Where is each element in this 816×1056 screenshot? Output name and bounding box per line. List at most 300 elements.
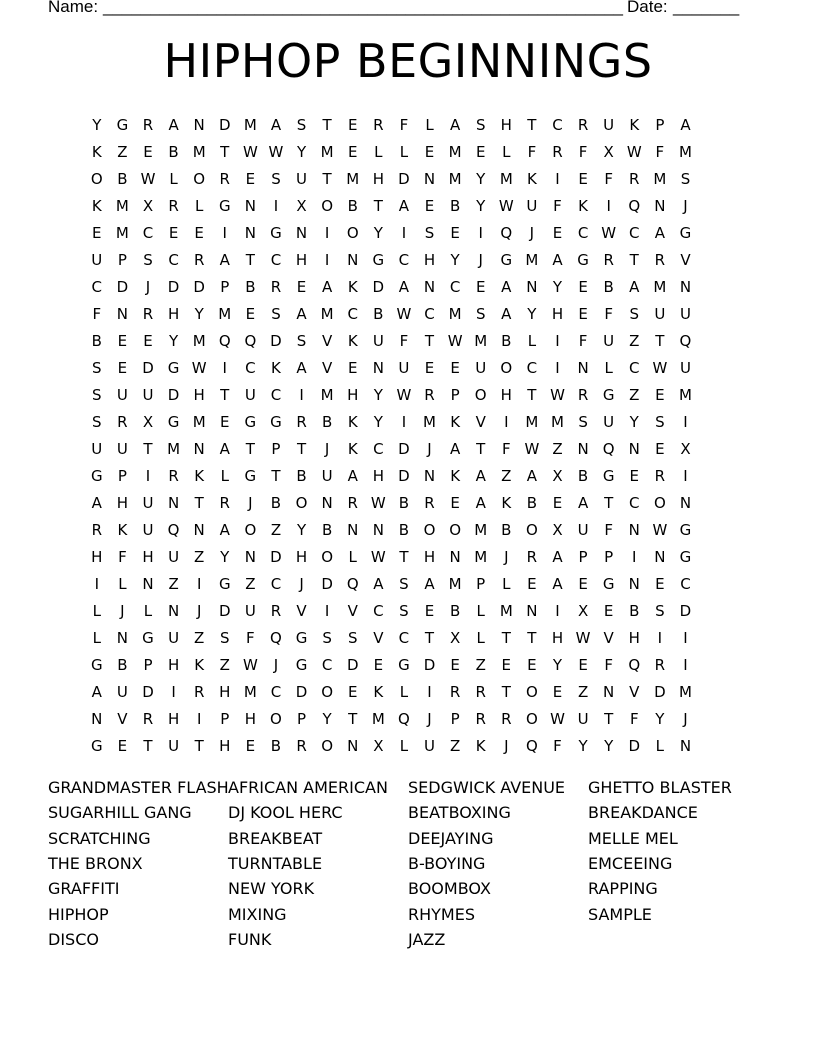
grid-letter[interactable]: V [322, 332, 333, 350]
grid-letter[interactable]: W [498, 197, 514, 215]
grid-letter[interactable]: J [299, 575, 304, 593]
grid-letter[interactable]: R [347, 494, 358, 512]
grid-letter[interactable]: Y [373, 224, 383, 242]
grid-letter[interactable]: V [347, 602, 358, 620]
grid-letter[interactable]: U [244, 602, 256, 620]
grid-letter[interactable]: L [220, 467, 229, 485]
grid-letter[interactable]: H [500, 116, 512, 134]
grid-letter[interactable]: U [526, 197, 538, 215]
grid-letter[interactable]: N [167, 602, 180, 620]
grid-letter[interactable]: B [245, 278, 256, 296]
grid-letter[interactable]: Q [628, 656, 641, 674]
grid-letter[interactable]: G [372, 251, 385, 269]
grid-letter[interactable]: H [347, 386, 359, 404]
grid-letter[interactable]: A [91, 494, 102, 512]
grid-letter[interactable]: T [527, 629, 537, 647]
grid-letter[interactable]: C [168, 251, 179, 269]
grid-letter[interactable]: R [475, 710, 486, 728]
grid-letter[interactable]: A [219, 251, 230, 269]
grid-letter[interactable]: Y [296, 143, 307, 161]
grid-letter[interactable]: C [321, 656, 333, 674]
grid-letter[interactable]: L [502, 575, 511, 593]
grid-letter[interactable]: X [680, 440, 691, 458]
grid-letter[interactable]: D [398, 170, 410, 188]
grid-letter[interactable]: L [374, 143, 383, 161]
grid-letter[interactable]: E [424, 143, 435, 161]
grid-letter[interactable]: G [602, 386, 615, 404]
grid-letter[interactable]: A [449, 440, 461, 458]
grid-letter[interactable]: E [117, 737, 128, 755]
grid-letter[interactable]: S [424, 224, 435, 242]
grid-letter[interactable]: Q [602, 440, 615, 458]
grid-letter[interactable]: G [90, 467, 103, 485]
grid-letter[interactable]: T [245, 251, 255, 269]
grid-letter[interactable]: U [603, 116, 615, 134]
grid-letter[interactable]: L [655, 737, 665, 755]
grid-letter[interactable]: U [116, 683, 128, 701]
grid-letter[interactable]: L [476, 629, 485, 647]
grid-letter[interactable]: K [373, 683, 384, 701]
grid-letter[interactable]: T [629, 251, 639, 269]
grid-letter[interactable]: E [450, 359, 460, 377]
grid-letter[interactable]: E [143, 332, 153, 350]
grid-letter[interactable]: N [423, 467, 436, 485]
grid-letter[interactable]: N [91, 710, 103, 728]
grid-letter[interactable]: S [578, 413, 588, 431]
grid-letter[interactable]: N [628, 521, 640, 539]
grid-letter[interactable]: K [347, 278, 358, 296]
grid-letter[interactable]: A [654, 224, 665, 242]
grid-letter[interactable]: U [372, 332, 384, 350]
grid-letter[interactable]: D [218, 116, 231, 134]
grid-letter[interactable]: C [270, 575, 282, 593]
grid-letter[interactable]: N [577, 359, 589, 377]
grid-letter[interactable]: Z [629, 332, 640, 350]
grid-letter[interactable]: E [373, 656, 384, 674]
grid-letter[interactable]: O [525, 521, 538, 539]
grid-letter[interactable]: D [167, 386, 180, 404]
grid-letter[interactable]: T [322, 116, 332, 134]
grid-letter[interactable]: M [192, 332, 206, 350]
grid-letter[interactable]: O [423, 521, 436, 539]
grid-letter[interactable]: M [448, 575, 462, 593]
grid-letter[interactable]: R [193, 251, 205, 269]
grid-letter[interactable]: M [653, 170, 667, 188]
grid-letter[interactable]: H [423, 548, 436, 566]
grid-letter[interactable]: U [679, 305, 691, 323]
grid-letter[interactable]: J [683, 197, 688, 215]
grid-letter[interactable]: M [115, 224, 129, 242]
grid-letter[interactable]: L [527, 332, 537, 350]
grid-letter[interactable]: N [244, 224, 256, 242]
grid-letter[interactable]: J [145, 278, 151, 296]
grid-letter[interactable]: C [577, 224, 589, 242]
grid-letter[interactable]: P [578, 548, 588, 566]
grid-letter[interactable]: X [449, 629, 461, 647]
grid-letter[interactable]: F [604, 305, 613, 323]
grid-letter[interactable]: I [478, 224, 483, 242]
grid-letter[interactable]: E [220, 413, 230, 431]
grid-letter[interactable]: C [552, 116, 563, 134]
grid-letter[interactable]: O [321, 737, 334, 755]
grid-letter[interactable]: E [527, 575, 537, 593]
grid-letter[interactable]: V [117, 710, 128, 728]
grid-letter[interactable]: M [474, 548, 488, 566]
grid-letter[interactable]: V [603, 629, 614, 647]
grid-letter[interactable]: I [196, 710, 202, 728]
grid-letter[interactable]: U [603, 413, 615, 431]
grid-letter[interactable]: K [271, 359, 281, 377]
grid-letter[interactable]: P [450, 386, 460, 404]
grid-letter[interactable]: B [398, 521, 410, 539]
grid-letter[interactable]: S [271, 170, 281, 188]
grid-letter[interactable]: T [373, 197, 383, 215]
grid-letter[interactable]: U [577, 710, 589, 728]
grid-letter[interactable]: R [449, 683, 461, 701]
grid-letter[interactable]: I [657, 629, 663, 647]
grid-letter[interactable]: R [552, 143, 563, 161]
grid-letter[interactable]: E [143, 143, 153, 161]
grid-letter[interactable]: J [324, 440, 330, 458]
grid-letter[interactable]: E [117, 359, 128, 377]
grid-letter[interactable]: C [398, 629, 410, 647]
grid-letter[interactable]: D [398, 440, 410, 458]
grid-letter[interactable]: M [218, 305, 232, 323]
grid-letter[interactable]: U [475, 359, 487, 377]
grid-letter[interactable]: E [347, 359, 358, 377]
grid-letter[interactable]: Y [322, 710, 332, 728]
grid-letter[interactable]: H [167, 710, 180, 728]
grid-letter[interactable]: M [525, 251, 539, 269]
grid-letter[interactable]: W [140, 170, 156, 188]
grid-letter[interactable]: F [578, 332, 588, 350]
grid-letter[interactable]: F [501, 440, 511, 458]
grid-letter[interactable]: S [655, 413, 665, 431]
grid-letter[interactable]: I [273, 197, 279, 215]
grid-letter[interactable]: B [91, 332, 102, 350]
grid-letter[interactable]: S [347, 629, 358, 647]
grid-letter[interactable]: S [629, 305, 640, 323]
grid-letter[interactable]: Q [500, 224, 513, 242]
grid-letter[interactable]: Z [219, 656, 230, 674]
grid-letter[interactable]: C [680, 575, 691, 593]
grid-letter[interactable]: J [427, 440, 432, 458]
grid-letter[interactable]: U [142, 494, 154, 512]
grid-letter[interactable]: D [116, 278, 129, 296]
grid-letter[interactable]: O [525, 683, 538, 701]
grid-letter[interactable]: R [117, 413, 128, 431]
grid-letter[interactable]: I [683, 656, 688, 674]
grid-letter[interactable]: P [117, 467, 127, 485]
grid-letter[interactable]: Y [168, 332, 179, 350]
grid-letter[interactable]: Y [552, 656, 563, 674]
grid-letter[interactable]: N [116, 629, 128, 647]
grid-letter[interactable]: Q [628, 197, 641, 215]
grid-letter[interactable]: A [449, 116, 461, 134]
grid-letter[interactable]: H [244, 710, 256, 728]
grid-letter[interactable]: N [193, 521, 205, 539]
grid-letter[interactable]: N [603, 683, 615, 701]
grid-letter[interactable]: X [577, 602, 589, 620]
grid-letter[interactable]: O [295, 494, 308, 512]
grid-letter[interactable]: S [322, 629, 332, 647]
grid-letter[interactable]: B [501, 332, 512, 350]
grid-letter[interactable]: W [626, 143, 642, 161]
grid-letter[interactable]: T [655, 332, 665, 350]
grid-letter[interactable]: W [242, 656, 258, 674]
grid-letter[interactable]: U [424, 737, 435, 755]
grid-letter[interactable]: N [372, 521, 384, 539]
grid-letter[interactable]: D [628, 737, 641, 755]
grid-letter[interactable]: R [577, 116, 589, 134]
grid-letter[interactable]: H [551, 305, 564, 323]
grid-letter[interactable]: L [425, 116, 434, 134]
grid-letter[interactable]: B [577, 467, 589, 485]
grid-letter[interactable]: X [296, 197, 307, 215]
grid-letter[interactable]: C [629, 224, 640, 242]
grid-letter[interactable]: R [270, 278, 282, 296]
grid-letter[interactable]: Z [629, 386, 640, 404]
grid-letter[interactable]: B [117, 170, 128, 188]
grid-letter[interactable]: P [117, 251, 127, 269]
grid-letter[interactable]: D [270, 548, 282, 566]
grid-letter[interactable]: W [447, 332, 463, 350]
grid-letter[interactable]: C [398, 251, 410, 269]
grid-letter[interactable]: W [396, 305, 412, 323]
grid-letter[interactable]: Q [346, 575, 359, 593]
grid-letter[interactable]: E [168, 224, 179, 242]
grid-letter[interactable]: D [193, 278, 205, 296]
grid-letter[interactable]: U [577, 521, 589, 539]
grid-letter[interactable]: U [91, 440, 103, 458]
grid-letter[interactable]: Y [578, 737, 588, 755]
grid-letter[interactable]: A [526, 467, 538, 485]
grid-letter[interactable]: F [246, 629, 255, 647]
grid-letter[interactable]: G [295, 656, 308, 674]
grid-letter[interactable]: I [171, 683, 176, 701]
grid-letter[interactable]: E [450, 494, 460, 512]
grid-letter[interactable]: N [167, 494, 180, 512]
grid-letter[interactable]: S [475, 116, 486, 134]
grid-letter[interactable]: F [527, 143, 537, 161]
grid-letter[interactable]: M [192, 413, 206, 431]
grid-letter[interactable]: C [526, 359, 538, 377]
grid-letter[interactable]: R [168, 197, 179, 215]
grid-letter[interactable]: I [683, 467, 688, 485]
grid-letter[interactable]: I [683, 629, 688, 647]
grid-letter[interactable]: U [116, 386, 128, 404]
grid-letter[interactable]: D [142, 683, 154, 701]
grid-letter[interactable]: Y [450, 251, 460, 269]
grid-letter[interactable]: A [322, 278, 333, 296]
grid-letter[interactable]: N [295, 224, 308, 242]
grid-letter[interactable]: F [629, 710, 639, 728]
grid-letter[interactable]: D [218, 602, 231, 620]
grid-letter[interactable]: R [142, 710, 154, 728]
grid-letter[interactable]: R [168, 467, 179, 485]
grid-letter[interactable]: U [654, 305, 666, 323]
grid-letter[interactable]: M [192, 143, 206, 161]
grid-letter[interactable]: A [680, 116, 691, 134]
grid-letter[interactable]: O [321, 197, 334, 215]
grid-letter[interactable]: E [655, 386, 665, 404]
grid-letter[interactable]: N [679, 737, 692, 755]
grid-letter[interactable]: Y [373, 413, 383, 431]
grid-letter[interactable]: L [169, 170, 178, 188]
grid-letter[interactable]: B [117, 656, 128, 674]
grid-letter[interactable]: N [423, 278, 436, 296]
grid-letter[interactable]: N [321, 494, 333, 512]
grid-letter[interactable]: Y [296, 521, 307, 539]
grid-letter[interactable]: J [196, 602, 202, 620]
grid-letter[interactable]: C [142, 224, 154, 242]
grid-letter[interactable]: Y [194, 305, 204, 323]
grid-letter[interactable]: Y [552, 278, 563, 296]
grid-letter[interactable]: O [653, 494, 666, 512]
grid-letter[interactable]: N [679, 494, 692, 512]
grid-letter[interactable]: W [652, 359, 668, 377]
grid-letter[interactable]: N [142, 575, 154, 593]
grid-letter[interactable]: E [629, 467, 639, 485]
grid-letter[interactable]: A [552, 548, 563, 566]
grid-letter[interactable]: T [143, 440, 153, 458]
grid-letter[interactable]: W [396, 386, 412, 404]
grid-letter[interactable]: C [373, 602, 384, 620]
grid-letter[interactable]: E [245, 170, 256, 188]
grid-letter[interactable]: K [117, 521, 128, 539]
grid-letter[interactable]: G [602, 467, 615, 485]
grid-letter[interactable]: B [449, 602, 461, 620]
grid-letter[interactable]: M [499, 602, 513, 620]
grid-letter[interactable]: E [578, 305, 588, 323]
grid-letter[interactable]: T [527, 386, 537, 404]
grid-letter[interactable]: Y [604, 737, 614, 755]
grid-letter[interactable]: T [476, 440, 486, 458]
grid-letter[interactable]: E [92, 224, 102, 242]
grid-letter[interactable]: E [245, 305, 256, 323]
grid-letter[interactable]: E [347, 116, 358, 134]
grid-letter[interactable]: Y [629, 413, 639, 431]
grid-letter[interactable]: A [373, 575, 384, 593]
grid-letter[interactable]: M [474, 521, 488, 539]
grid-letter[interactable]: M [474, 332, 488, 350]
grid-letter[interactable]: R [91, 521, 103, 539]
grid-letter[interactable]: K [578, 197, 588, 215]
grid-letter[interactable]: V [373, 629, 384, 647]
grid-letter[interactable]: X [552, 467, 563, 485]
grid-letter[interactable]: N [526, 278, 538, 296]
grid-letter[interactable]: J [273, 656, 279, 674]
grid-letter[interactable]: M [448, 143, 462, 161]
grid-letter[interactable]: R [270, 602, 282, 620]
grid-letter[interactable]: H [91, 548, 103, 566]
grid-letter[interactable]: E [578, 278, 588, 296]
grid-letter[interactable]: H [219, 683, 231, 701]
grid-letter[interactable]: E [450, 656, 460, 674]
grid-letter[interactable]: N [347, 521, 359, 539]
grid-letter[interactable]: U [142, 386, 154, 404]
grid-letter[interactable]: G [679, 548, 692, 566]
grid-letter[interactable]: C [373, 440, 384, 458]
grid-letter[interactable]: N [654, 548, 666, 566]
grid-letter[interactable]: I [324, 251, 330, 269]
grid-letter[interactable]: G [270, 413, 282, 431]
grid-letter[interactable]: Z [194, 629, 205, 647]
grid-letter[interactable]: M [423, 413, 436, 431]
grid-letter[interactable]: B [526, 494, 538, 512]
grid-letter[interactable]: D [679, 602, 692, 620]
grid-letter[interactable]: U [168, 737, 180, 755]
grid-letter[interactable]: H [193, 386, 205, 404]
grid-letter[interactable]: T [604, 494, 614, 512]
grid-letter[interactable]: G [679, 224, 692, 242]
grid-letter[interactable]: P [297, 710, 307, 728]
grid-letter[interactable]: I [324, 224, 330, 242]
grid-letter[interactable]: Y [92, 116, 102, 134]
grid-letter[interactable]: R [654, 251, 666, 269]
grid-letter[interactable]: O [474, 386, 487, 404]
grid-letter[interactable]: G [167, 359, 180, 377]
grid-letter[interactable]: O [270, 710, 282, 728]
grid-letter[interactable]: P [220, 278, 230, 296]
grid-letter[interactable]: C [91, 278, 103, 296]
grid-letter[interactable]: W [652, 521, 668, 539]
grid-letter[interactable]: F [655, 143, 665, 161]
grid-letter[interactable]: M [525, 413, 539, 431]
grid-letter[interactable]: M [448, 305, 462, 323]
grid-letter[interactable]: E [552, 224, 563, 242]
grid-letter[interactable]: T [143, 737, 153, 755]
grid-letter[interactable]: I [196, 575, 202, 593]
grid-letter[interactable]: F [553, 737, 562, 755]
grid-letter[interactable]: M [678, 386, 692, 404]
grid-letter[interactable]: W [370, 548, 386, 566]
grid-letter[interactable]: N [116, 305, 128, 323]
grid-letter[interactable]: W [242, 143, 258, 161]
grid-letter[interactable]: V [322, 359, 333, 377]
grid-letter[interactable]: K [501, 494, 512, 512]
grid-letter[interactable]: A [577, 494, 589, 512]
grid-letter[interactable]: D [295, 683, 308, 701]
grid-letter[interactable]: N [347, 251, 359, 269]
grid-letter[interactable]: T [424, 629, 435, 647]
grid-letter[interactable]: L [476, 602, 485, 620]
grid-letter[interactable]: K [194, 467, 205, 485]
grid-letter[interactable]: R [219, 494, 230, 512]
grid-letter[interactable]: B [373, 305, 384, 323]
grid-letter[interactable]: R [142, 116, 154, 134]
grid-letter[interactable]: T [604, 710, 614, 728]
grid-letter[interactable]: I [504, 413, 509, 431]
grid-letter[interactable]: B [168, 143, 179, 161]
grid-letter[interactable]: K [347, 413, 358, 431]
grid-letter[interactable]: S [143, 251, 153, 269]
grid-letter[interactable]: S [296, 116, 307, 134]
grid-letter[interactable]: A [398, 197, 410, 215]
grid-letter[interactable]: A [296, 305, 307, 323]
grid-letter[interactable]: B [347, 197, 358, 215]
grid-letter[interactable]: J [120, 602, 125, 620]
grid-letter[interactable]: O [449, 521, 462, 539]
grid-letter[interactable]: W [601, 224, 617, 242]
grid-letter[interactable]: I [427, 683, 432, 701]
grid-letter[interactable]: W [191, 359, 207, 377]
grid-letter[interactable]: D [423, 656, 436, 674]
grid-letter[interactable]: M [320, 143, 334, 161]
grid-letter[interactable]: N [423, 170, 436, 188]
grid-letter[interactable]: C [629, 359, 640, 377]
grid-letter[interactable]: G [500, 251, 513, 269]
